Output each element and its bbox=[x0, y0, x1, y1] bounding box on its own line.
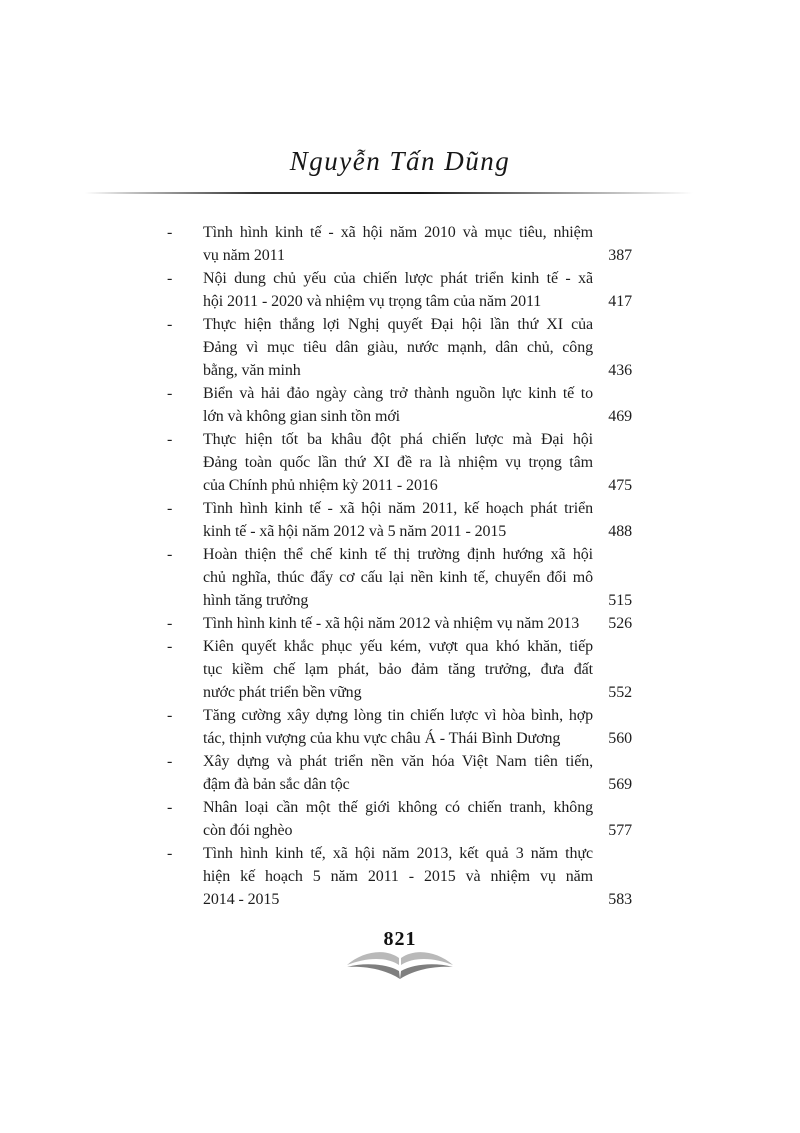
entry-title-line: Tình hình kinh tế - xã hội năm 2011, kế hoạch phát triển bbox=[203, 500, 593, 517]
entry-title-line: còn đói nghèo bbox=[203, 822, 293, 839]
entry-page-ref: 515 bbox=[608, 592, 632, 609]
toc-entry bbox=[165, 382, 632, 428]
entry-page-ref: 526 bbox=[608, 615, 632, 632]
page-footer bbox=[0, 929, 800, 981]
entry-title-line: Đảng vì mục tiêu dân giàu, nước mạnh, dân chủ, công bbox=[203, 339, 593, 356]
entry-page-ref: 569 bbox=[608, 776, 632, 793]
entry-marker: - bbox=[167, 638, 173, 655]
entry-title-line: Thực hiện tốt ba khâu đột phá chiến lược mà Đại hội bbox=[203, 431, 593, 448]
entry-title-line: chủ nghĩa, thúc đẩy cơ cấu lại nền kinh tế, chuyển đổi mô bbox=[203, 569, 593, 586]
entry-marker: - bbox=[167, 500, 173, 517]
entry-title-line: bằng, văn minh bbox=[203, 362, 301, 379]
entry-title-line: Tình hình kinh tế, xã hội năm 2013, kết quả 3 năm thực bbox=[203, 845, 593, 862]
entry-title bbox=[203, 497, 593, 543]
toc-entry bbox=[165, 428, 632, 497]
entry-marker: - bbox=[167, 845, 173, 862]
toc-entry bbox=[165, 612, 632, 635]
entry-title-line: hiện kế hoạch 5 năm 2011 - 2015 và nhiệm vụ năm bbox=[203, 868, 593, 885]
entry-page-ref: 560 bbox=[608, 730, 632, 747]
entry-page-ref: 488 bbox=[608, 523, 632, 540]
entry-title bbox=[203, 543, 593, 612]
entry-title-line: hội 2011 - 2020 và nhiệm vụ trọng tâm của năm 2011 bbox=[203, 293, 542, 310]
toc-entry bbox=[165, 635, 632, 704]
entry-title-line: nước phát triển bền vững bbox=[203, 684, 362, 701]
toc-entry bbox=[165, 543, 632, 612]
entry-page-ref: 552 bbox=[608, 684, 632, 701]
toc-entry bbox=[165, 704, 632, 750]
entry-marker: - bbox=[167, 753, 173, 770]
entry-title bbox=[203, 750, 593, 796]
entry-marker: - bbox=[167, 431, 173, 448]
entry-title-line: Xây dựng và phát triển nền văn hóa Việt Nam tiên tiến, bbox=[203, 753, 593, 770]
entry-title-line: lớn và không gian sinh tồn mới bbox=[203, 408, 401, 425]
entry-title-line: Nội dung chủ yếu của chiến lược phát triển kinh tế - xã bbox=[203, 270, 593, 287]
entry-page-ref: 583 bbox=[608, 891, 632, 908]
entry-title bbox=[203, 612, 593, 635]
entry-title-line: Tăng cường xây dựng lòng tin chiến lược vì hòa bình, hợp bbox=[203, 707, 593, 724]
toc-entry bbox=[165, 221, 632, 267]
entry-title-line: Hoàn thiện thể chế kinh tế thị trường định hướng xã hội bbox=[203, 546, 593, 563]
entry-title-line: đậm đà bản sắc dân tộc bbox=[203, 776, 350, 793]
entry-title bbox=[203, 704, 593, 750]
entry-page-ref: 387 bbox=[608, 247, 632, 264]
entry-title-line: 2014 - 2015 bbox=[203, 891, 280, 908]
entry-marker: - bbox=[167, 385, 173, 402]
entry-title bbox=[203, 796, 593, 842]
entry-title-line: kinh tế - xã hội năm 2012 và 5 năm 2011 - 2015 bbox=[203, 523, 507, 540]
toc-entry bbox=[165, 267, 632, 313]
entry-title-line: Nhân loại cần một thế giới không có chiến tranh, không bbox=[203, 799, 593, 816]
entry-title bbox=[203, 635, 593, 704]
entry-page-ref: 436 bbox=[608, 362, 632, 379]
toc-entry bbox=[165, 313, 632, 382]
entry-title-line: Tình hình kinh tế - xã hội năm 2010 và mục tiêu, nhiệm bbox=[203, 224, 593, 241]
entry-marker: - bbox=[167, 707, 173, 724]
entry-page-ref: 469 bbox=[608, 408, 632, 425]
entry-marker: - bbox=[167, 615, 173, 632]
entry-title bbox=[203, 428, 593, 497]
entry-page-ref: 577 bbox=[608, 822, 632, 839]
entry-title-line: hình tăng trưởng bbox=[203, 592, 309, 609]
entry-title bbox=[203, 842, 593, 911]
toc-entry bbox=[165, 796, 632, 842]
entry-marker: - bbox=[167, 799, 173, 816]
entry-marker: - bbox=[167, 316, 173, 333]
entry-title-line: tác, thịnh vượng của khu vực châu Á - Thái Bình Dương bbox=[203, 730, 561, 747]
entry-title-line: Biển và hải đảo ngày càng trở thành nguồn lực kinh tế to bbox=[203, 385, 593, 402]
entry-title-line: Đảng toàn quốc lần thứ XI đề ra là nhiệm vụ trọng tâm bbox=[203, 454, 593, 471]
header-rule bbox=[85, 192, 693, 194]
toc-entry bbox=[165, 750, 632, 796]
entry-title bbox=[203, 267, 593, 313]
entry-title bbox=[203, 382, 593, 428]
entry-title bbox=[203, 221, 593, 267]
entry-title bbox=[203, 313, 593, 382]
entry-page-ref: 475 bbox=[608, 477, 632, 494]
entry-title-line: vụ năm 2011 bbox=[203, 247, 285, 264]
entry-marker: - bbox=[167, 546, 173, 563]
entry-title-line: Kiên quyết khắc phục yếu kém, vượt qua khó khăn, tiếp bbox=[203, 638, 593, 655]
entry-page-ref: 417 bbox=[608, 293, 632, 310]
toc-entry bbox=[165, 842, 632, 911]
toc-list bbox=[165, 221, 632, 911]
entry-marker: - bbox=[167, 224, 173, 241]
entry-title-line: Tình hình kinh tế - xã hội năm 2012 và nhiệm vụ năm 2013 bbox=[203, 615, 580, 632]
entry-title-line: Thực hiện thắng lợi Nghị quyết Đại hội lần thứ XI của bbox=[203, 316, 593, 333]
entry-title-line: tục kiềm chế lạm phát, bảo đảm tăng trưởng, đưa đất bbox=[203, 661, 593, 678]
entry-marker: - bbox=[167, 270, 173, 287]
page-number: 821 bbox=[383, 928, 417, 950]
author-name: Nguyễn Tấn Dũng bbox=[289, 146, 511, 176]
entry-title-line: của Chính phủ nhiệm kỳ 2011 - 2016 bbox=[203, 477, 438, 494]
toc-entry bbox=[165, 497, 632, 543]
